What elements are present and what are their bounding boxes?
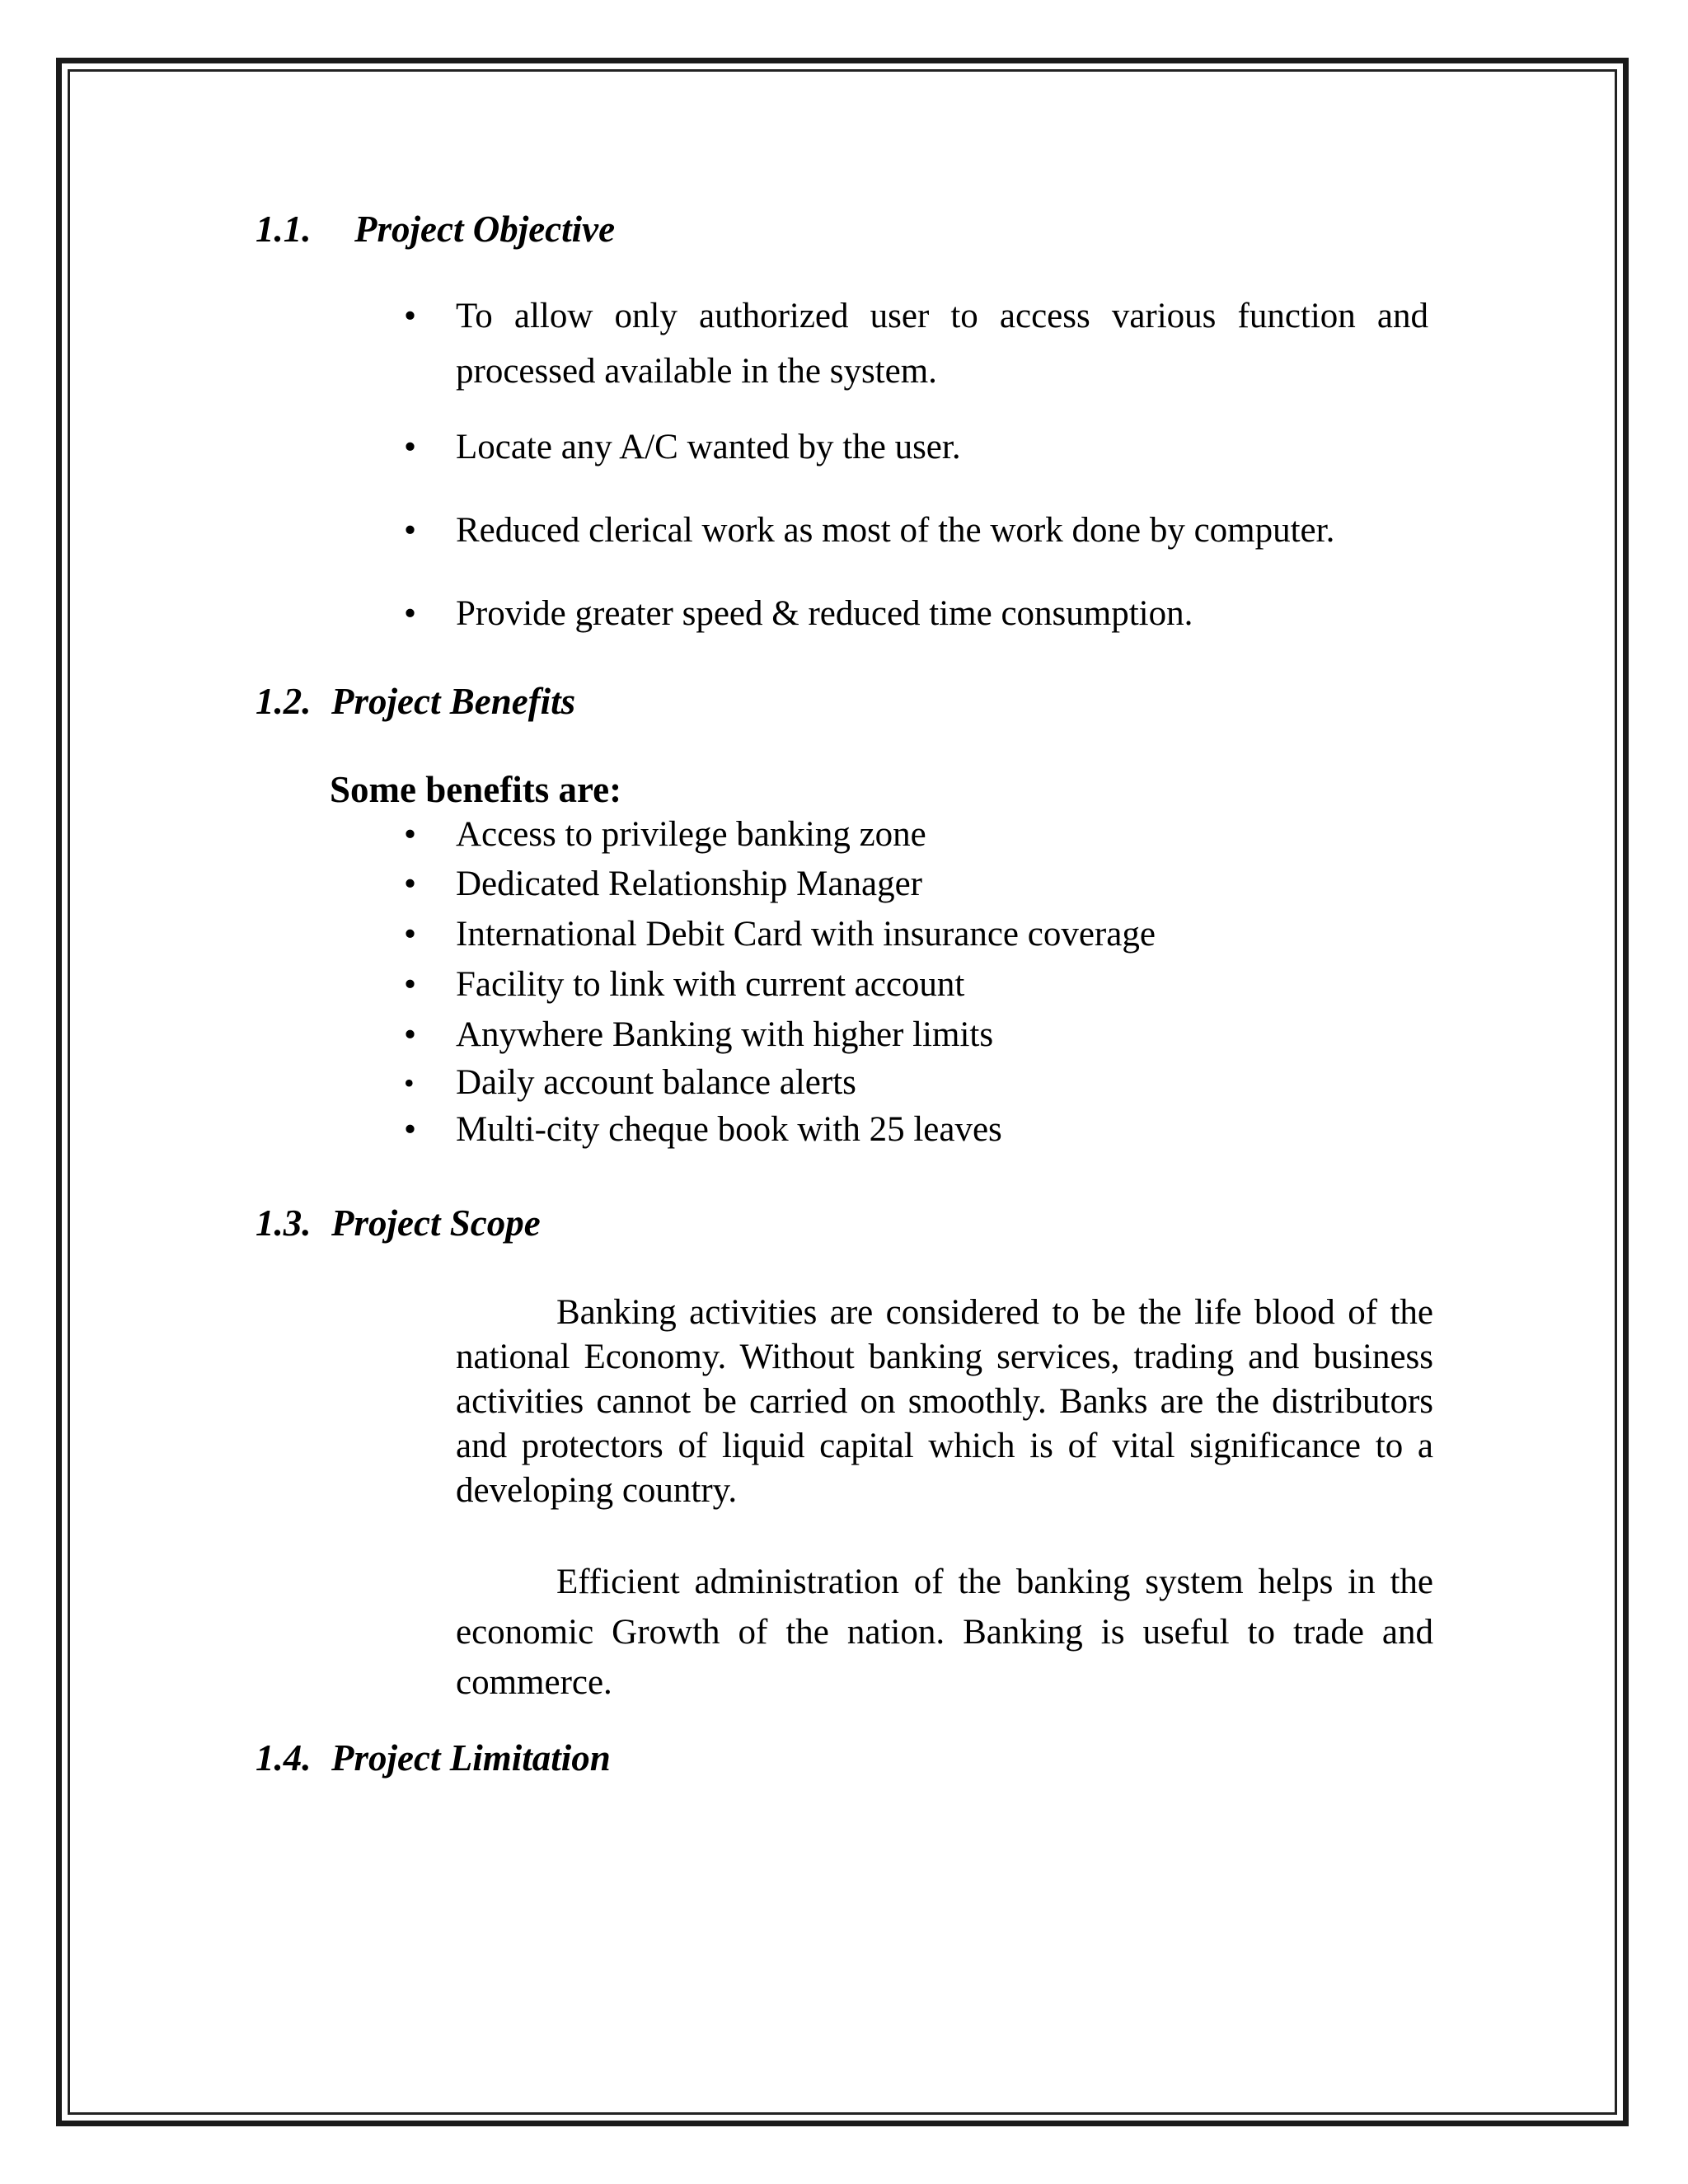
list-item (404, 1062, 856, 1103)
list-item-text: Locate any A/C wanted by the user. (456, 428, 961, 466)
section-title: Project Objective (354, 209, 616, 250)
scope-paragraph (456, 1291, 1433, 1513)
bullet-icon: • (404, 1015, 417, 1054)
bullet-icon: • (404, 511, 417, 550)
list-item (404, 427, 961, 467)
list-item-text: Facility to link with current account (456, 965, 965, 1004)
list-item-text: Anywhere Banking with higher limits (456, 1015, 994, 1054)
bullet-icon: • (404, 915, 417, 954)
list-item (404, 864, 922, 904)
list-item (404, 510, 1335, 551)
section-number: 1.3. (256, 1202, 312, 1244)
list-item (404, 593, 1193, 634)
section-title: Project Benefits (331, 681, 576, 722)
list-item-text: Dedicated Relationship Manager (456, 865, 922, 903)
list-item (404, 1109, 1002, 1150)
bullet-icon: • (404, 865, 417, 903)
list-item-text: Reduced clerical work as most of the work done by computer. (456, 511, 1335, 550)
list-item (404, 814, 926, 855)
section-number: 1.4. (256, 1737, 312, 1779)
list-item (404, 1015, 994, 1055)
section-heading-benefits (256, 680, 575, 723)
benefits-intro: Some benefits are: (330, 769, 622, 810)
list-item-text: International Debit Card with insurance coverage (456, 915, 1156, 954)
section-number: 1.2. (256, 681, 312, 722)
bullet-icon: • (404, 297, 417, 335)
list-item-text: Provide greater speed & reduced time consumption. (456, 594, 1193, 633)
section-heading-objective (256, 208, 615, 251)
list-item-text: Multi-city cheque book with 25 leaves (456, 1110, 1002, 1149)
list-item (404, 914, 1156, 954)
section-number: 1.1. (256, 209, 312, 250)
list-item-text: Daily account balance alerts (456, 1063, 856, 1102)
bullet-icon: • (404, 1066, 415, 1099)
bullet-icon: • (404, 815, 417, 854)
bullet-icon: • (404, 965, 417, 1004)
scope-paragraph (456, 1557, 1433, 1708)
list-item-text: Access to privilege banking zone (456, 815, 926, 854)
section-heading-limitation (256, 1736, 611, 1779)
paragraph-text: Efficient administration of the banking system helps in the economic Growth of the nation. Banking is useful to trade and commerce. (456, 1563, 1433, 1702)
bullet-icon: • (404, 594, 417, 633)
bullet-icon: • (404, 1110, 417, 1149)
paragraph-text: Banking activities are considered to be the life blood of the national Economy. Without banking services, trading and business activities cannot be carried on smoothly. Banks are the distributors and protectors of liquid capital which is of vital significance to a developing country. (456, 1293, 1433, 1510)
list-item (404, 288, 1428, 399)
list-item-text: To allow only authorized user to access various function and processed available in the system. (456, 297, 1428, 391)
section-heading-scope (256, 1202, 541, 1244)
section-title: Project Limitation (331, 1737, 611, 1779)
bullet-icon: • (404, 428, 417, 466)
section-title: Project Scope (331, 1202, 541, 1244)
list-item (404, 964, 965, 1005)
